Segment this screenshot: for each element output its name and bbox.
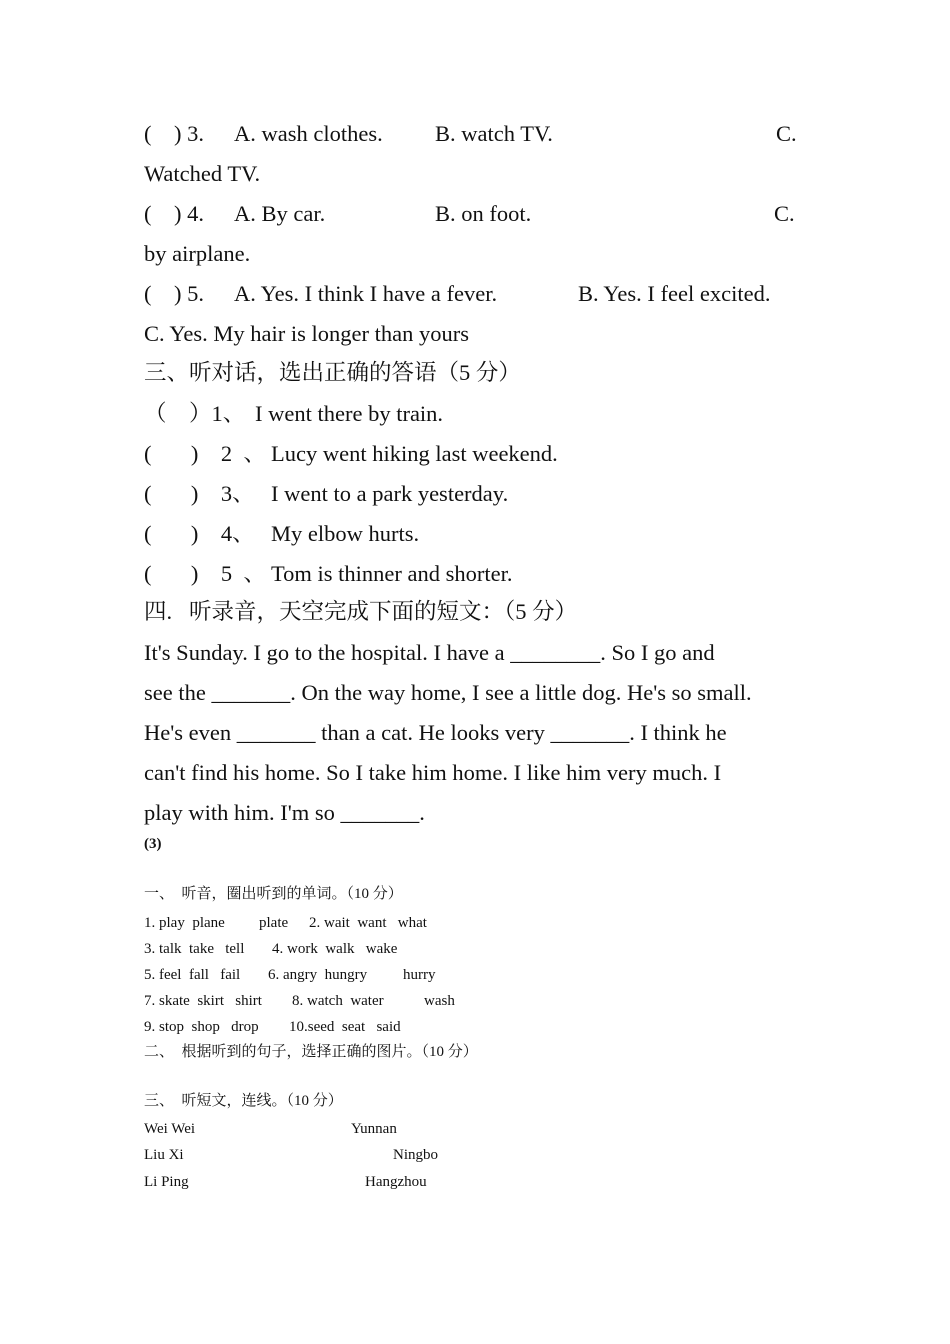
section-3-item-5-text: Tom is thinner and shorter. [271,561,513,586]
paper-3-part-2-heading: 二、 根据听到的句子，选择正确的图片。（10 分） [144,1044,478,1060]
match-name: Liu Xi [144,1147,184,1163]
word-row-5-a: 9. stop shop drop [144,1019,259,1035]
question-3-option-a: A. wash clothes. [234,121,383,146]
passage-line: play with him. I'm so _______. [144,800,425,825]
word-row-1-a: 1. play plane [144,915,225,931]
question-4-option-b: B. on foot. [435,201,532,226]
question-4-number: ( ) 4. [144,201,204,226]
question-3-number: ( ) 3. [144,121,204,146]
section-3-item-2-number: ( ) 2 、 [144,441,266,466]
section-3-item-3-number: ( ) 3、 [144,481,255,506]
passage-line: It's Sunday. I go to the hospital. I have a ________. So I go and [144,640,715,665]
question-5-option-a: A. Yes. I think I have a fever. [234,281,498,306]
passage-line: can't find his home. So I take him home. I like him very much. I [144,760,722,785]
section-3-item-4-text: My elbow hurts. [271,521,420,546]
section-3-item-3-text: I went to a park yesterday. [271,481,509,506]
word-row-4-b: 8. watch water [292,993,384,1009]
word-row-3-a: 5. feel fall fail [144,967,241,983]
question-4-option-c-text: by airplane. [144,241,251,266]
word-row-3-c: hurry [403,967,436,983]
word-row-4-a: 7. skate skirt shirt [144,993,262,1009]
match-name: Li Ping [144,1174,189,1190]
question-5-number: ( ) 5. [144,281,204,306]
section-3-item-5-number: ( ) 5 、 [144,561,266,586]
passage-line: see the _______. On the way home, I see a little dog. He's so small. [144,680,752,705]
section-3-item-4-number: ( ) 4、 [144,521,255,546]
question-5-option-b: B. Yes. I feel excited. [578,281,771,306]
word-row-1-b: plate [259,915,289,931]
paper-3-label: (3) [144,836,162,852]
word-row-5-b: 10.seed seat said [289,1019,401,1035]
section-3-heading: 三、听对话，选出正确的答语（5 分） [144,360,521,385]
question-3-option-c: C. [776,121,797,146]
question-5-option-c: C. Yes. My hair is longer than yours [144,321,469,346]
word-row-4-c: wash [424,993,455,1009]
paper-3-part-1-heading: 一、 听音，圈出听到的单词。（10 分） [144,886,403,902]
match-place: Hangzhou [365,1174,427,1190]
section-3-item-1-text: I went there by train. [255,401,444,426]
word-row-1-c: 2. wait want what [309,915,427,931]
section-3-item-2-text: Lucy went hiking last weekend. [271,441,558,466]
word-row-2-a: 3. talk take tell [144,941,245,957]
word-row-2-b: 4. work walk wake [272,941,398,957]
match-name: Wei Wei [144,1121,196,1137]
paper-3-part-3-heading: 三、 听短文，连线。（10 分） [144,1093,343,1109]
section-4-heading: 四. 听录音，天空完成下面的短文：（5 分） [144,599,578,624]
match-place: Ningbo [393,1147,438,1163]
section-3-item-1-number: （ ）1、 [144,401,246,426]
passage-line: He's even _______ than a cat. He looks very _______. I think he [144,720,727,745]
question-3-option-b: B. watch TV. [435,121,553,146]
word-row-3-b: 6. angry hungry [268,967,368,983]
question-4-option-a: A. By car. [234,201,326,226]
question-3-option-c-text: Watched TV. [144,161,261,186]
question-4-option-c: C. [774,201,795,226]
match-place: Yunnan [351,1121,397,1137]
